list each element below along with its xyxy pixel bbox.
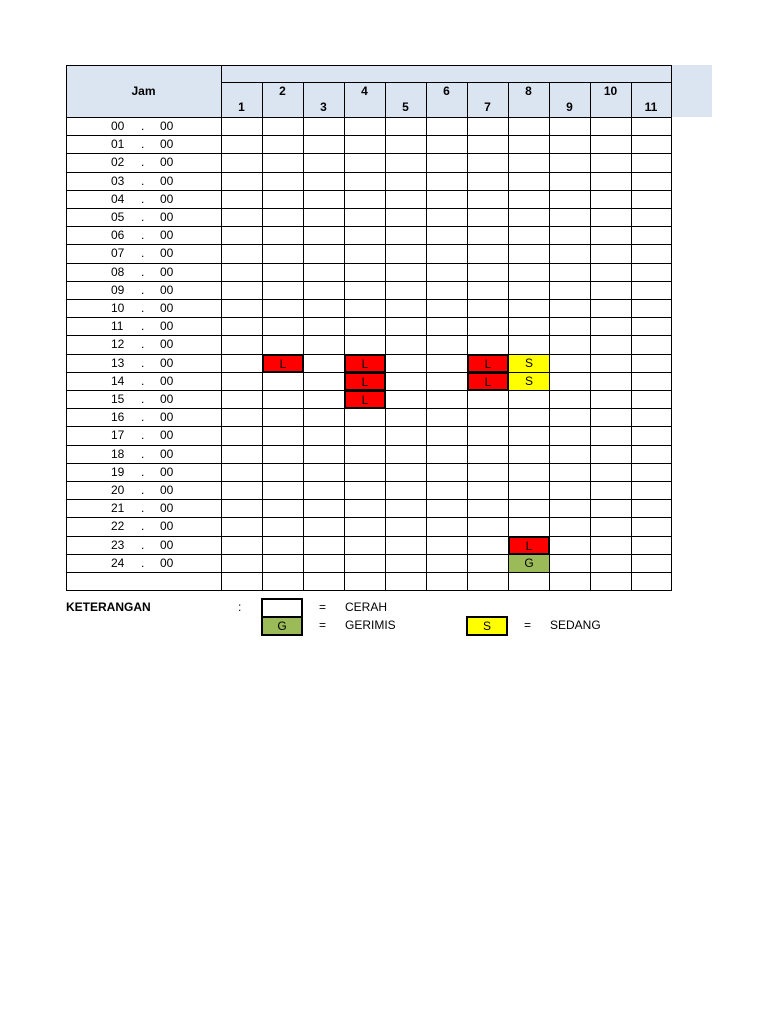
- hour-separator: .: [141, 155, 145, 169]
- hour-label: 21: [111, 501, 125, 515]
- grid-line: [66, 172, 672, 173]
- grid-line: [66, 481, 672, 482]
- weather-cell: L: [467, 372, 509, 391]
- hour-label: 23: [111, 538, 125, 552]
- hour-separator: .: [141, 119, 145, 133]
- weather-cell: S: [508, 372, 550, 391]
- header-day: 1: [238, 100, 245, 114]
- header-day: 10: [603, 84, 618, 98]
- grid-line: [66, 244, 672, 245]
- minute-label: 00: [160, 519, 174, 533]
- hour-label: 08: [111, 265, 125, 279]
- minute-label: 00: [160, 556, 174, 570]
- weather-cell: G: [508, 554, 550, 573]
- minute-label: 00: [160, 137, 174, 151]
- grid-line: [66, 299, 672, 300]
- grid-line: [671, 65, 672, 591]
- grid-line: [66, 135, 672, 136]
- hour-separator: .: [141, 174, 145, 188]
- hour-separator: .: [141, 356, 145, 370]
- grid-line: [66, 65, 67, 591]
- header-day: 4: [361, 84, 368, 98]
- legend-label-cerah: CERAH: [345, 600, 388, 614]
- minute-label: 00: [160, 228, 174, 242]
- legend-swatch-sedang: [466, 616, 508, 636]
- grid-line: [549, 82, 550, 591]
- header-day: 9: [566, 100, 573, 114]
- minute-label: 00: [160, 283, 174, 297]
- grid-line: [66, 445, 672, 446]
- minute-label: 00: [160, 447, 174, 461]
- legend-swatch-gerimis-code: G: [277, 619, 287, 633]
- minute-label: 00: [160, 265, 174, 279]
- hour-label: 22: [111, 519, 125, 533]
- header-day: 2: [279, 84, 286, 98]
- grid-line: [221, 65, 222, 591]
- grid-line: [508, 82, 509, 591]
- grid-line: [66, 499, 672, 500]
- hour-separator: .: [141, 519, 145, 533]
- grid-line: [66, 554, 672, 555]
- hour-label: 15: [111, 392, 125, 406]
- header-day: 5: [402, 100, 409, 114]
- minute-label: 00: [160, 538, 174, 552]
- legend-eq-cerah: =: [319, 600, 327, 614]
- minute-label: 00: [160, 410, 174, 424]
- hour-separator: .: [141, 465, 145, 479]
- legend-swatch-gerimis: [261, 616, 303, 636]
- sheet-margin: [672, 117, 768, 592]
- grid-line: [344, 82, 345, 591]
- hour-label: 17: [111, 428, 125, 442]
- hour-label: 02: [111, 155, 125, 169]
- legend-swatch-sedang-code: S: [482, 619, 491, 633]
- hour-separator: .: [141, 428, 145, 442]
- weather-cell: S: [508, 354, 550, 373]
- weather-cell: L: [467, 354, 509, 373]
- header-day: 3: [320, 100, 327, 114]
- hour-separator: .: [141, 265, 145, 279]
- legend-eq-gerimis: =: [319, 618, 327, 632]
- grid-line: [303, 82, 304, 591]
- grid-line: [467, 82, 468, 591]
- grid-line: [66, 463, 672, 464]
- minute-label: 00: [160, 246, 174, 260]
- grid-line: [66, 190, 672, 191]
- legend-title: KETERANGAN: [66, 600, 151, 614]
- minute-label: 00: [160, 374, 174, 388]
- grid-line: [66, 226, 672, 227]
- header-day: 8: [525, 84, 532, 98]
- grid-line: [66, 281, 672, 282]
- hour-label: 05: [111, 210, 125, 224]
- hour-label: 04: [111, 192, 125, 206]
- weather-cell: L: [344, 354, 386, 373]
- minute-label: 00: [160, 356, 174, 370]
- hour-label: 24: [111, 556, 125, 570]
- hour-separator: .: [141, 301, 145, 315]
- header-day: 6: [443, 84, 450, 98]
- minute-label: 00: [160, 155, 174, 169]
- hour-label: 01: [111, 137, 125, 151]
- weather-cell: L: [344, 372, 386, 391]
- weather-cell: L: [344, 390, 386, 409]
- minute-label: 00: [160, 337, 174, 351]
- hour-label: 18: [111, 447, 125, 461]
- header-day: 11: [644, 100, 658, 114]
- hour-separator: .: [141, 556, 145, 570]
- hour-label: 16: [111, 410, 125, 424]
- grid-line: [66, 65, 672, 66]
- hour-label: 12: [111, 337, 125, 351]
- minute-label: 00: [160, 301, 174, 315]
- header-day: 7: [484, 100, 491, 114]
- hour-separator: .: [141, 538, 145, 552]
- minute-label: 00: [160, 119, 174, 133]
- grid-line: [66, 590, 672, 591]
- grid-line: [66, 536, 672, 537]
- grid-line: [262, 82, 263, 591]
- grid-line: [66, 208, 672, 209]
- hour-label: 20: [111, 483, 125, 497]
- hour-separator: .: [141, 246, 145, 260]
- legend-label-gerimis: GERIMIS: [345, 618, 396, 632]
- grid-line: [66, 572, 672, 573]
- weather-cell: L: [262, 354, 304, 373]
- hour-separator: .: [141, 192, 145, 206]
- grid-line: [221, 82, 672, 83]
- hour-label: 00: [111, 119, 125, 133]
- grid-line: [66, 117, 672, 118]
- minute-label: 00: [160, 501, 174, 515]
- grid-line: [66, 263, 672, 264]
- grid-line: [631, 82, 632, 591]
- hour-label: 07: [111, 246, 125, 260]
- minute-label: 00: [160, 465, 174, 479]
- hour-separator: .: [141, 337, 145, 351]
- hour-label: 06: [111, 228, 125, 242]
- hour-separator: .: [141, 228, 145, 242]
- grid-line: [66, 317, 672, 318]
- legend-swatch-cerah: [261, 598, 303, 618]
- grid-line: [66, 426, 672, 427]
- minute-label: 00: [160, 192, 174, 206]
- hour-label: 11: [111, 319, 124, 333]
- hour-label: 10: [111, 301, 125, 315]
- legend-colon: :: [238, 600, 242, 614]
- hour-label: 14: [111, 374, 125, 388]
- hour-separator: .: [141, 392, 145, 406]
- hour-separator: .: [141, 410, 145, 424]
- minute-label: 00: [160, 428, 174, 442]
- header-jam: Jam: [131, 84, 156, 98]
- hour-label: 09: [111, 283, 125, 297]
- minute-label: 00: [160, 483, 174, 497]
- grid-line: [66, 517, 672, 518]
- grid-line: [66, 335, 672, 336]
- hour-label: 03: [111, 174, 125, 188]
- minute-label: 00: [160, 210, 174, 224]
- minute-label: 00: [160, 392, 174, 406]
- hour-separator: .: [141, 501, 145, 515]
- hour-label: 13: [111, 356, 125, 370]
- hour-separator: .: [141, 447, 145, 461]
- legend-eq-sedang: =: [524, 618, 532, 632]
- hour-separator: .: [141, 374, 145, 388]
- hour-label: 19: [111, 465, 125, 479]
- minute-label: 00: [160, 319, 174, 333]
- minute-label: 00: [160, 174, 174, 188]
- grid-line: [426, 82, 427, 591]
- weather-cell: L: [508, 536, 550, 555]
- hour-separator: .: [141, 319, 145, 333]
- grid-line: [590, 82, 591, 591]
- grid-line: [66, 153, 672, 154]
- grid-line: [385, 82, 386, 591]
- hour-separator: .: [141, 483, 145, 497]
- hour-separator: .: [141, 210, 145, 224]
- hour-separator: .: [141, 283, 145, 297]
- hour-separator: .: [141, 137, 145, 151]
- legend-label-sedang: SEDANG: [550, 618, 601, 632]
